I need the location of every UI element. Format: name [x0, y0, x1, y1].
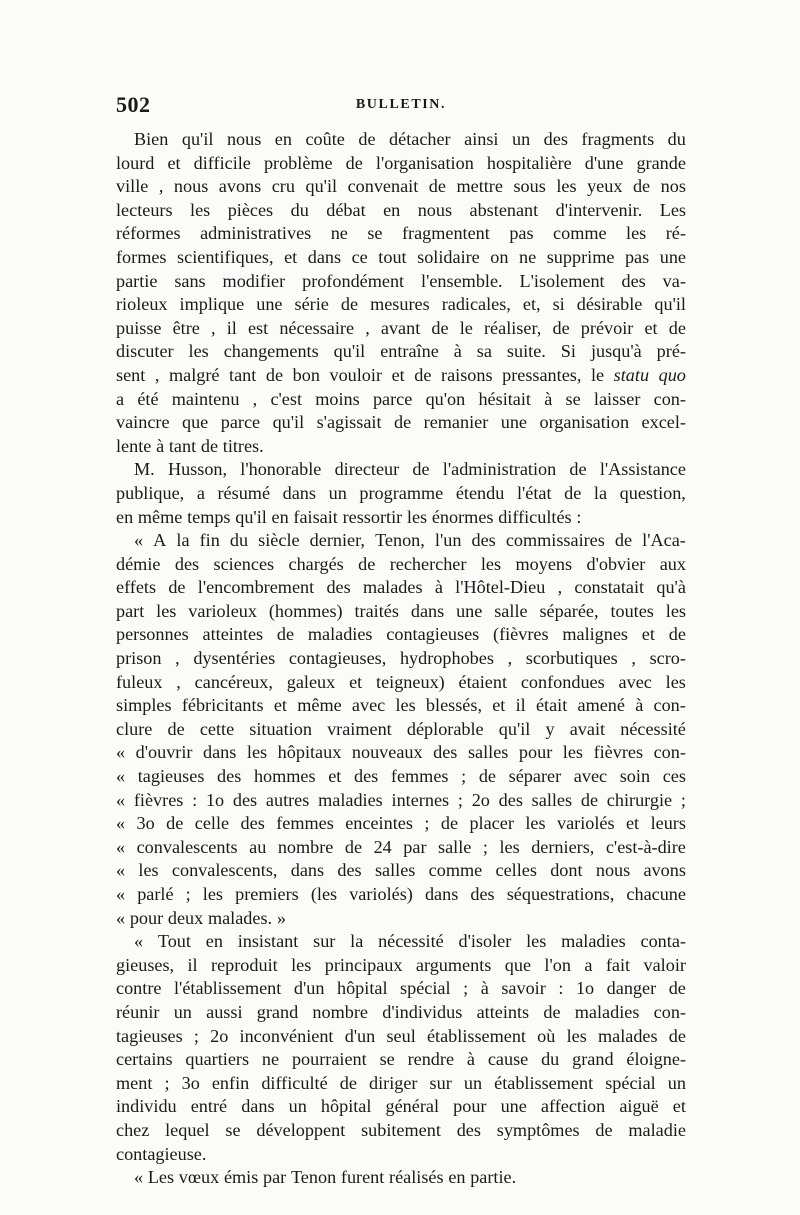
text-line: ment ; 3o enfin difficulté de diriger sur un établissement spécial un [116, 1072, 686, 1093]
text-line: fuleux , cancéreux, galeux et teigneux) étaient confondues avec les [116, 671, 686, 692]
text-line: contagieuse. [116, 1143, 207, 1164]
text-line: discuter les changements qu'il entraîne à sa suite. Si jusqu'à pré- [116, 341, 686, 362]
text-line: part les varioleux (hommes) traités dans une salle séparée, toutes les [116, 600, 686, 621]
text-line: en même temps qu'il en faisait ressortir les énormes difficultés : [116, 506, 582, 527]
text-line: « A la fin du siècle dernier, Tenon, l'un des commissaires de l'Aca- [134, 530, 686, 551]
text-line: « Les vœux émis par Tenon furent réalisés en partie. [134, 1167, 517, 1188]
text-line: lourd et difficile problème de l'organisation hospitalière d'une grande [116, 152, 686, 173]
text-line: sent , malgré tant de bon vouloir et de raisons pressantes, le statu quo [116, 364, 686, 385]
text-line: Bien qu'il nous en coûte de détacher ainsi un des fragments du [134, 129, 686, 149]
body-text [116, 128, 686, 1190]
text-line: gieuses, il reproduit les principaux arguments que l'on a fait valoir [116, 954, 686, 975]
text-line: « tagieuses des hommes et des femmes ; de séparer avec soin ces [116, 766, 686, 787]
text-line: chez lequel se développent subitement des symptômes de maladie [116, 1119, 686, 1140]
text-line: « parlé ; les premiers (les variolés) dans des séquestrations, chacune [116, 884, 686, 904]
text-line: « fièvres : 1o des autres maladies internes ; 2o des salles de chirurgie ; [116, 789, 686, 810]
text-line: puisse être , il est nécessaire , avant de le réaliser, de prévoir et de [116, 317, 686, 338]
text-line: lecteurs les pièces du débat en nous abstenant d'intervenir. Les [116, 199, 686, 220]
text-line: « d'ouvrir dans les hôpitaux nouveaux des salles pour les fièvres con- [116, 742, 686, 763]
text-line: « convalescents au nombre de 24 par salle ; les derniers, c'est-à-dire [116, 836, 686, 857]
page-number: 502 [116, 92, 151, 117]
text-line: ville , nous avons cru qu'il convenait de mettre sous les yeux de nos [116, 176, 686, 197]
text-line: simples fébricitants et même avec les blessés, et il était amené à con- [116, 695, 686, 716]
text-line: vaincre que parce qu'il s'agissait de remanier une organisation excel- [116, 412, 686, 433]
text-line: publique, a résumé dans un programme étendu l'état de la question, [116, 482, 686, 503]
text-line: individu entré dans un hôpital général pour une affection aiguë et [116, 1096, 686, 1117]
text-line: « Tout en insistant sur la nécessité d'isoler les maladies conta- [134, 931, 686, 952]
page-header [116, 92, 686, 120]
text-line: réunir un aussi grand nombre d'individus atteints de maladies con- [116, 1001, 686, 1022]
text-line: prison , dysentéries contagieuses, hydrophobes , scorbutiques , scro- [116, 648, 686, 669]
text-line: partie sans modifier profondément l'ensemble. L'isolement des va- [116, 270, 686, 291]
text-line: démie des sciences chargés de rechercher les moyens d'obvier aux [116, 553, 686, 574]
text-line: clure de cette situation vraiment déplorable qu'il y avait nécessité [116, 718, 686, 739]
text-line: M. Husson, l'honorable directeur de l'administration de l'Assistance [134, 459, 686, 480]
text-line: formes scientifiques, et dans ce tout solidaire on ne supprime pas une [116, 246, 686, 267]
text-line: « 3o de celle des femmes enceintes ; de placer les variolés et leurs [116, 813, 686, 834]
text-line: tagieuses ; 2o inconvénient d'un seul établissement où les malades de [116, 1025, 686, 1046]
text-line: personnes atteintes de maladies contagieuses (fièvres malignes et de [116, 624, 686, 645]
text-line: « pour deux malades. » [116, 907, 286, 928]
text-line: lente à tant de titres. [116, 435, 264, 456]
running-title: BULLETIN. [355, 97, 447, 112]
text-line: certains quartiers ne pourraient se rendre à cause du grand éloigne- [116, 1049, 686, 1070]
text-line: rioleux implique une série de mesures radicales, et, si désirable qu'il [116, 294, 686, 315]
text-line: « les convalescents, dans des salles comme celles dont nous avons [116, 860, 686, 881]
text-line: réformes administratives ne se fragmentent pas comme les ré- [116, 223, 686, 244]
text-line: a été maintenu , c'est moins parce qu'on hésitait à se laisser con- [116, 388, 686, 409]
text-line: contre l'établissement d'un hôpital spécial ; à savoir : 1o danger de [116, 978, 686, 999]
text-line: effets de l'encombrement des malades à l'Hôtel-Dieu , constatait qu'à [116, 577, 686, 598]
